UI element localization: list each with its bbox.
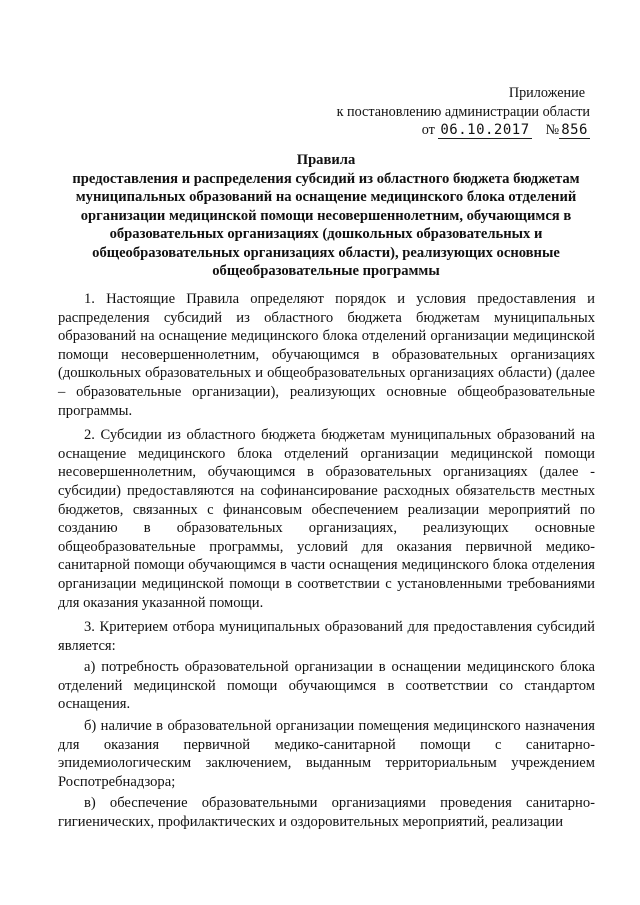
annex-number-prefix: № xyxy=(545,122,560,138)
annex-date-line xyxy=(290,121,590,140)
title-line: общеобразовательные программы xyxy=(212,263,440,279)
annex-date: 06.10.2017 xyxy=(440,122,530,138)
subparagraph-a: а) потребность образовательной организации в оснащении медицинского блока отделений медицинской помощи обучающимся в соответствии со стандартом оснащения. xyxy=(58,659,595,713)
document-body xyxy=(58,290,595,835)
paragraph-3: 3. Критерием отбора муниципальных образований для предоставления субсидий является: xyxy=(58,619,595,654)
title-line: общеобразовательных организациях области), реализующих основные xyxy=(92,244,560,261)
paragraph-1: 1. Настоящие Правила определяют порядок и условия предоставления и распределения субсидий из областного бюджета бюджетам муниципальных образований на оснащение медицинского блока отделений организации медицинской помощи несовершеннолетним, обучающимся в образовательных организациях (дошкольных образовательных и общеобразовательных организациях области) (далее – образовательные организации), реализующих основные общеобразовательные программы. xyxy=(58,291,595,419)
paragraph-2: 2. Субсидии из областного бюджета бюджетам муниципальных образований на оснащение медицинского блока отделений организации медицинской помощи несовершеннолетним, обучающимся в образовательных организациях (далее - субсидии) предоставляются на софинансирование расходных обязательств местных бюджетов, связанных с финансовым обеспечением реализации мероприятий по созданию в образовательных организациях, реализующих основные общеобразовательные программы, условий для оказания первичной медико-санитарной помощи обучающимся в части оснащения медицинского блока отделения организации медицинской помощи в соответствии с установленными требованиями для оказания указанной помощи. xyxy=(58,427,595,611)
annex-heading: Приложение xyxy=(508,85,585,101)
annex-number: 856 xyxy=(561,122,588,138)
subparagraph-b: б) наличие в образовательной организации помещения медицинского назначения для оказания первичной медико-санитарной помощи с санитарно-эпидемиологическим заключением, выданным территориальным учреждением Роспотребнадзора; xyxy=(58,718,595,790)
annex-block xyxy=(290,84,590,140)
annex-date-prefix: от xyxy=(421,122,435,138)
title-heading: Правила xyxy=(296,152,356,168)
title-line: муниципальных образований на оснащение медицинского блока отделений xyxy=(75,189,577,205)
document-title xyxy=(58,151,594,281)
annex-resolution-ref: к постановлению администрации области xyxy=(336,103,590,120)
title-line: образовательных организациях (дошкольных образовательных и xyxy=(109,226,543,242)
title-line: организации медицинской помощи несовершеннолетним, обучающимся в xyxy=(80,207,572,224)
subparagraph-v: в) обеспечение образовательными организациями проведения санитарно-гигиенических, профилактических и оздоровительных мероприятий, реализации xyxy=(58,795,595,831)
title-line: предоставления и распределения субсидий из областного бюджета бюджетам xyxy=(72,170,580,187)
